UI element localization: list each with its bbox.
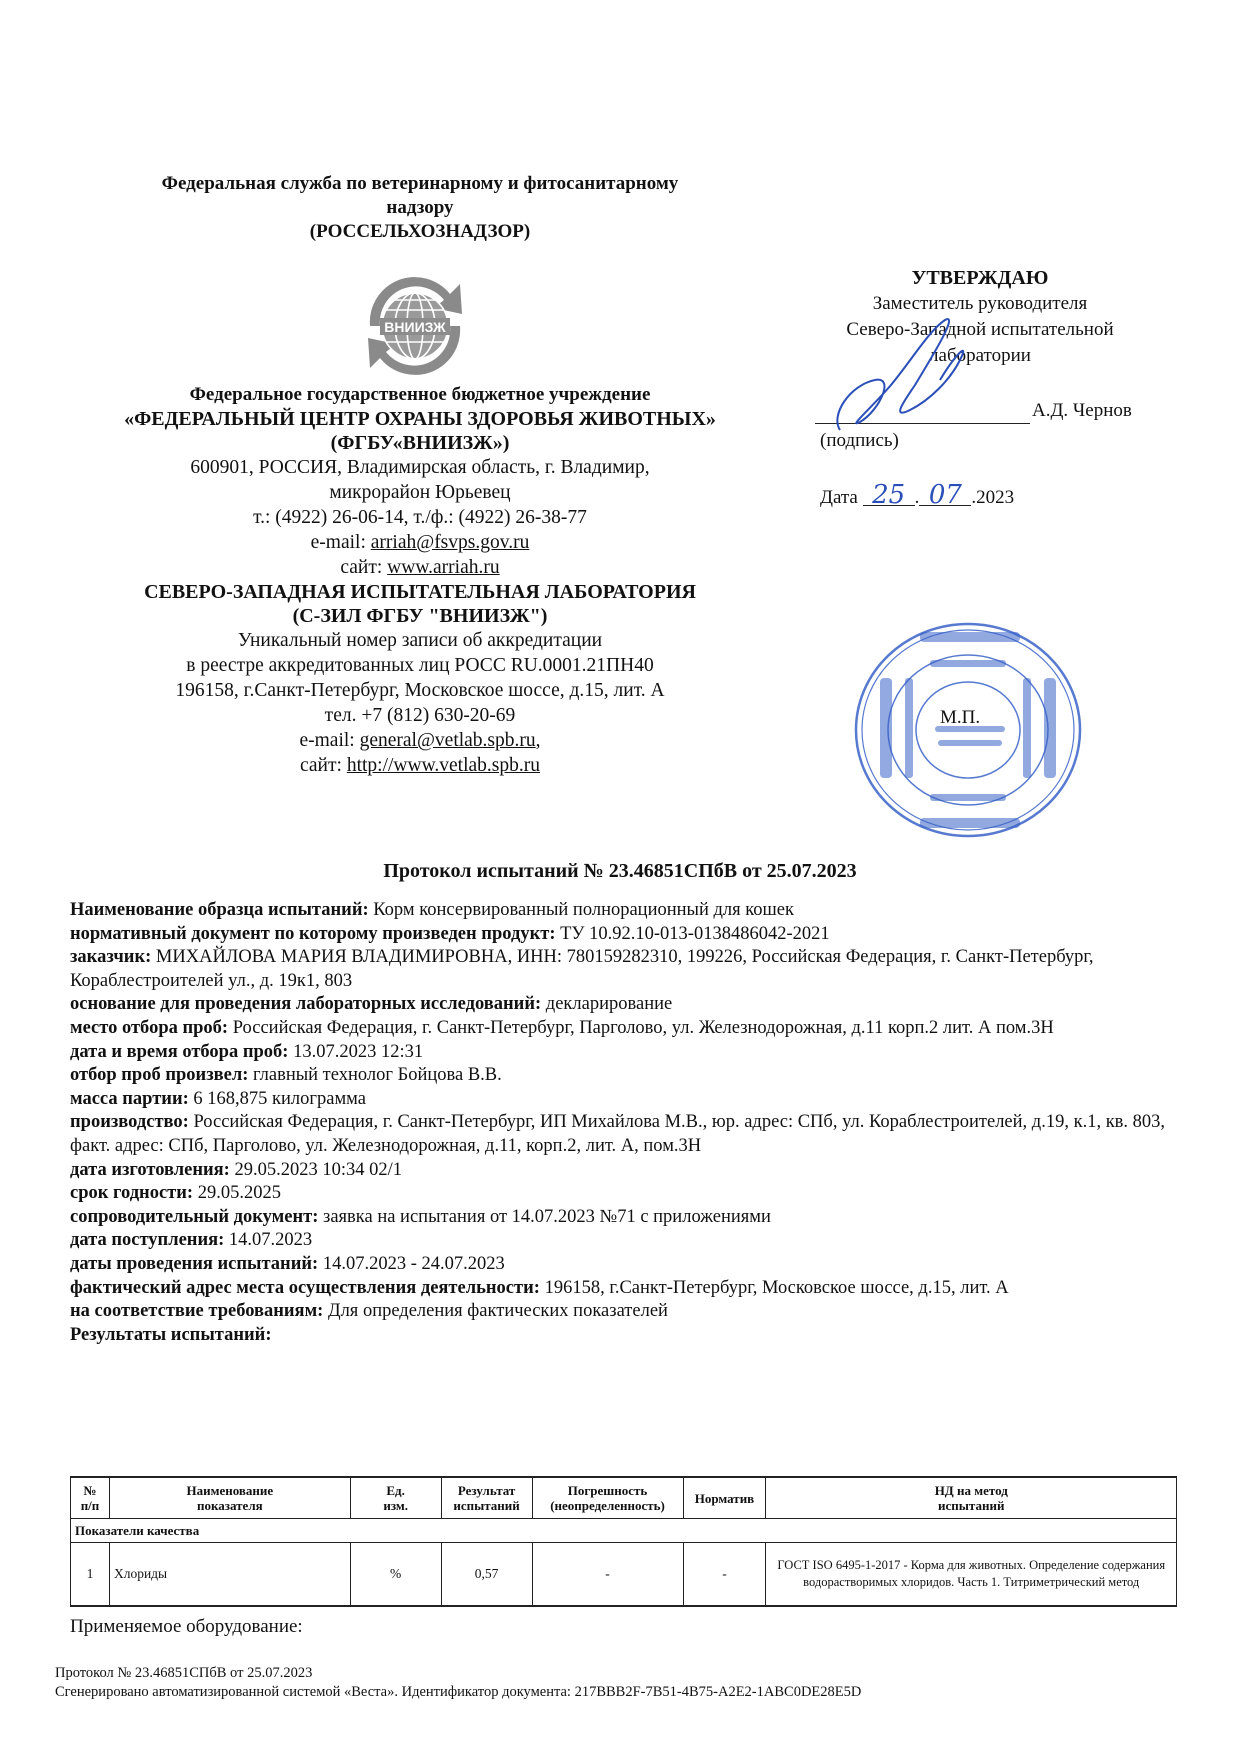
equipment-label: Применяемое оборудование: bbox=[70, 1616, 303, 1637]
org-short-name: (ФГБУ«ВНИИЗЖ») bbox=[330, 432, 510, 454]
table-row bbox=[71, 1543, 1177, 1607]
org-address-2: микрорайон Юрьевец bbox=[329, 482, 511, 503]
field-value: 29.05.2025 bbox=[193, 1183, 281, 1204]
header-error: Погрешность (неопределенность) bbox=[532, 1477, 683, 1519]
field-label: срок годности: bbox=[70, 1183, 194, 1204]
footer-protocol-ref: Протокол № 23.46851СПбВ от 25.07.2023 bbox=[55, 1665, 313, 1681]
field-sampled-by bbox=[70, 1064, 1185, 1088]
approval-position-1: Заместитель руководителя bbox=[872, 293, 1088, 314]
lab-short-name: (С-ЗИЛ ФГБУ "ВНИИЗЖ") bbox=[292, 605, 548, 627]
results-heading: Результаты испытаний: bbox=[70, 1324, 272, 1345]
signature-caption: (подпись) bbox=[820, 430, 899, 451]
cell-norm: - bbox=[683, 1543, 766, 1607]
field-value: 196158, г.Санкт-Петербург, Московское шоссе, д.15, лит. А bbox=[539, 1277, 1009, 1298]
header-num: № п/п bbox=[71, 1477, 110, 1519]
org-type: Федеральное государственное бюджетное учреждение bbox=[189, 384, 651, 405]
field-accompanying-doc bbox=[70, 1206, 1185, 1230]
org-address-1: 600901, РОССИЯ, Владимирская область, г. Владимир, bbox=[190, 457, 650, 478]
field-value: главный технолог Бойцова В.В. bbox=[248, 1065, 502, 1086]
approval-date: Дата 25 . 07 .2023 bbox=[820, 480, 1015, 510]
header-name: Наименование показателя bbox=[109, 1477, 350, 1519]
date-month: 07 bbox=[919, 487, 971, 506]
agency-header bbox=[100, 172, 740, 244]
cell-unit: % bbox=[350, 1543, 441, 1607]
cell-num: 1 bbox=[71, 1543, 110, 1607]
table-header-row bbox=[71, 1477, 1177, 1519]
field-value: 13.07.2023 12:31 bbox=[288, 1041, 424, 1062]
seal-label: М.П. bbox=[940, 707, 981, 728]
header-unit: Ед. изм. bbox=[350, 1477, 441, 1519]
approval-position-2: Северо-Западной испытательной bbox=[846, 319, 1114, 340]
agency-line-1: Федеральная служба по ветеринарному и фитосанитарному bbox=[161, 173, 679, 194]
field-label: отбор проб произвел: bbox=[70, 1065, 249, 1086]
field-label: нормативный документ по которому произведен продукт: bbox=[70, 923, 556, 944]
field-label: дата и время отбора проб: bbox=[70, 1041, 289, 1062]
header-result: Результат испытаний bbox=[441, 1477, 532, 1519]
field-value: 6 168,875 килограмма bbox=[188, 1088, 366, 1109]
field-sampling-place bbox=[70, 1017, 1185, 1041]
lab-site-link[interactable]: http://www.vetlab.spb.ru bbox=[346, 755, 540, 776]
organization-block bbox=[100, 383, 740, 778]
field-label: масса партии: bbox=[70, 1088, 189, 1109]
field-value: Для определения фактических показателей bbox=[323, 1301, 668, 1322]
org-name: «ФЕДЕРАЛЬНЫЙ ЦЕНТР ОХРАНЫ ЗДОРОВЬЯ ЖИВОТНЫХ» bbox=[124, 408, 716, 430]
vniizzh-logo-icon bbox=[350, 276, 480, 376]
cell-method: ГОСТ ISO 6495-1-2017 - Корма для животных. Определение содержания водорастворимых хлоридов. Часть 1. Титриметрический метод bbox=[766, 1543, 1177, 1607]
lab-site-label: сайт: bbox=[300, 755, 347, 776]
field-actual-address bbox=[70, 1277, 1185, 1301]
lab-address: 196158, г.Санкт-Петербург, Московское шоссе, д.15, лит. А bbox=[175, 680, 665, 701]
field-label: на соответствие требованиям: bbox=[70, 1301, 324, 1322]
footer-generated-by: Сгенерировано автоматизированной системой «Веста». Идентификатор документа: 217BBB2F-7B51-4B75-A2E2-1ABC0DE28E5D bbox=[55, 1684, 862, 1700]
field-value: декларирование bbox=[541, 994, 673, 1015]
field-value: Российская Федерация, г. Санкт-Петербург, ИП Михайлова М.В., юр. адрес: СПб, ул. Кораблестроителей, д.19, к.1, кв. 803, факт. адрес: СПб, Парголово, ул. Железнодорожная, д.11, корп.2, лит. А, пом.3Н bbox=[70, 1112, 1166, 1156]
field-label: Наименование образца испытаний: bbox=[70, 900, 369, 920]
protocol-fields bbox=[70, 899, 1185, 1347]
field-value: 14.07.2023 - 24.07.2023 bbox=[318, 1253, 505, 1274]
field-sample-name bbox=[70, 899, 1185, 923]
logo-text: ВНИИЗЖ bbox=[384, 319, 446, 335]
field-label: заказчик: bbox=[70, 947, 152, 968]
signer-name: А.Д. Чернов bbox=[1032, 400, 1132, 421]
header-method: НД на метод испытаний bbox=[766, 1477, 1177, 1519]
field-value: МИХАЙЛОВА МАРИЯ ВЛАДИМИРОВНА, ИНН: 780159282310, 199226, Российская Федерация, г. Санкт-Петербург, Кораблестроителей ул., д. 19к1, 803 bbox=[70, 947, 1094, 991]
field-value: Российская Федерация, г. Санкт-Петербург, Парголово, ул. Железнодорожная, д.11 корп.2 лит. А пом.3Н bbox=[228, 1017, 1054, 1038]
cell-result: 0,57 bbox=[441, 1543, 532, 1607]
field-label: фактический адрес места осуществления деятельности: bbox=[70, 1277, 540, 1298]
lab-phone: тел. +7 (812) 630-20-69 bbox=[324, 705, 516, 726]
field-label: даты проведения испытаний: bbox=[70, 1253, 319, 1274]
org-phones: т.: (4922) 26-06-14, т./ф.: (4922) 26-38-77 bbox=[253, 507, 587, 528]
field-production bbox=[70, 1111, 1185, 1158]
field-receipt-date bbox=[70, 1229, 1185, 1253]
field-value: 14.07.2023 bbox=[224, 1230, 313, 1251]
field-label: основание для проведения лабораторных исследований: bbox=[70, 994, 542, 1015]
lab-accreditation-2: в реестре аккредитованных лиц РОСС RU.0001.21ПН40 bbox=[186, 655, 654, 676]
agency-line-2: надзору bbox=[386, 197, 454, 218]
official-seal-icon bbox=[850, 618, 1090, 843]
org-site-link[interactable]: www.arriah.ru bbox=[387, 557, 500, 578]
lab-site-row bbox=[100, 753, 740, 778]
approval-title: УТВЕРЖДАЮ bbox=[911, 267, 1049, 289]
org-site-row bbox=[100, 555, 740, 580]
field-basis bbox=[70, 993, 1185, 1017]
header-norm: Норматив bbox=[683, 1477, 766, 1519]
date-day: 25 bbox=[863, 487, 915, 506]
field-shelf-life bbox=[70, 1182, 1185, 1206]
table-section-row bbox=[71, 1519, 1177, 1543]
field-value: заявка на испытания от 14.07.2023 №71 с приложениями bbox=[318, 1206, 771, 1227]
field-label: дата изготовления: bbox=[70, 1159, 230, 1180]
field-compliance bbox=[70, 1300, 1185, 1324]
field-customer bbox=[70, 946, 1185, 993]
protocol-title: Протокол испытаний № 23.46851СПбВ от 25.07.2023 bbox=[383, 860, 857, 882]
results-table bbox=[70, 1476, 1177, 1607]
approval-position-3: лаборатории bbox=[929, 345, 1031, 366]
field-label: сопроводительный документ: bbox=[70, 1206, 319, 1227]
cell-name: Хлориды bbox=[109, 1543, 350, 1607]
lab-email-link[interactable]: general@vetlab.spb.ru bbox=[359, 730, 536, 751]
field-label: производство: bbox=[70, 1112, 189, 1133]
page-footer bbox=[55, 1664, 861, 1702]
lab-accreditation-1: Уникальный номер записи об аккредитации bbox=[237, 630, 603, 651]
lab-email-row bbox=[100, 728, 740, 753]
field-normative-doc bbox=[70, 923, 1185, 947]
field-test-dates bbox=[70, 1253, 1185, 1277]
date-label: Дата bbox=[820, 487, 858, 508]
field-manufacture-date bbox=[70, 1159, 1185, 1183]
field-value: Корм консервированный полнорационный для кошек bbox=[368, 900, 795, 920]
field-value: ТУ 10.92.10-013-0138486042-2021 bbox=[555, 923, 830, 944]
lab-name: СЕВЕРО-ЗАПАДНАЯ ИСПЫТАТЕЛЬНАЯ ЛАБОРАТОРИЯ bbox=[144, 581, 696, 603]
field-sampling-datetime bbox=[70, 1041, 1185, 1065]
handwritten-signature-icon bbox=[820, 300, 1000, 440]
section-label: Показатели качества bbox=[71, 1519, 1177, 1543]
lab-email-suffix: , bbox=[535, 730, 541, 751]
field-value: 29.05.2023 10:34 02/1 bbox=[229, 1159, 402, 1180]
agency-line-3: (РОССЕЛЬХОЗНАДЗОР) bbox=[309, 221, 531, 242]
lab-email-label: e-mail: bbox=[299, 730, 360, 751]
field-label: место отбора проб: bbox=[70, 1017, 229, 1038]
field-batch-mass bbox=[70, 1088, 1185, 1112]
org-site-label: сайт: bbox=[340, 557, 388, 578]
field-label: дата поступления: bbox=[70, 1230, 225, 1251]
org-email-label: e-mail: bbox=[310, 532, 371, 553]
date-year: .2023 bbox=[971, 487, 1015, 508]
cell-error: - bbox=[532, 1543, 683, 1607]
org-email-link[interactable]: arriah@fsvps.gov.ru bbox=[370, 532, 530, 553]
org-email-row bbox=[100, 530, 740, 555]
